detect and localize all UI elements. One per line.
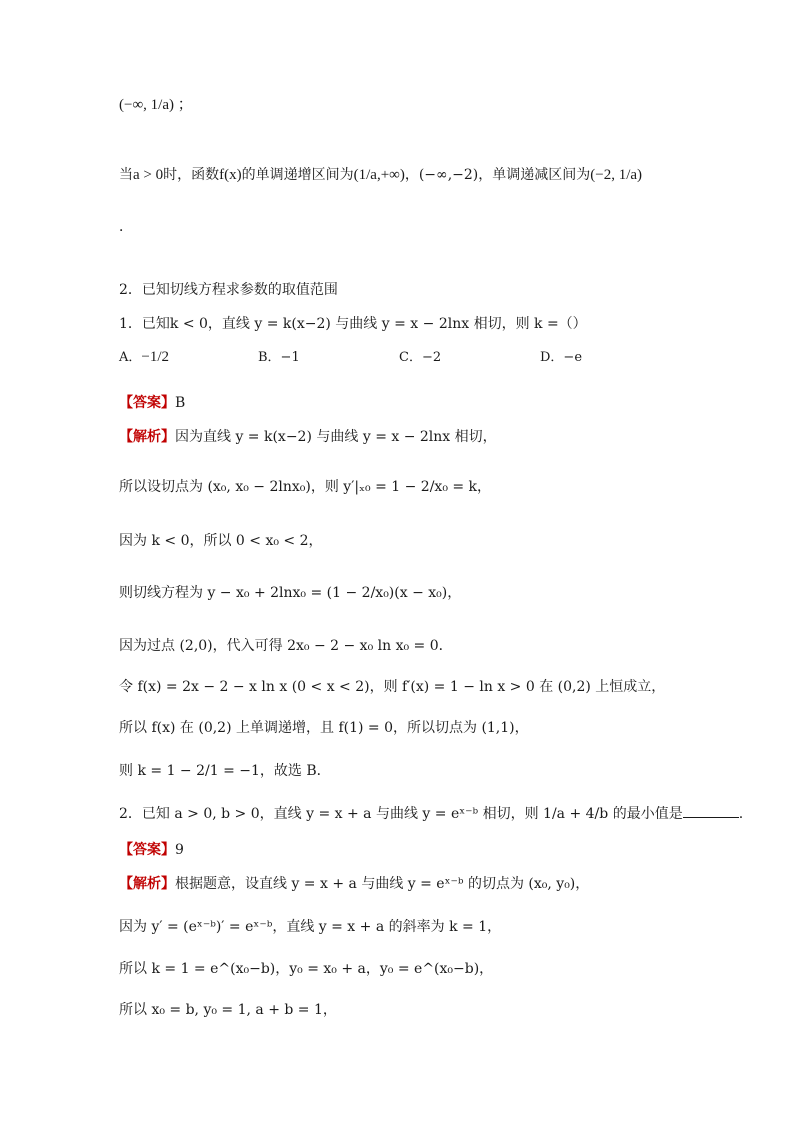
function-fx: f(x)	[219, 167, 242, 183]
section-heading: 2．已知切线方程求参数的取值范围	[119, 282, 338, 298]
answer-blank[interactable]	[683, 805, 739, 818]
answer-1	[119, 396, 734, 410]
step-1: 所以设切点为 (x₀, x₀ − 2lnx₀)，则 y′|ₓ₀ = 1 − 2/x₀ = k，	[119, 479, 492, 495]
step-7: 则 k = 1 − 2/1 = −1，故选 B．	[119, 763, 331, 779]
step-2-2: 所以 k = 1 = e^(x₀−b)，y₀ = x₀ + a，y₀ = e^(x₀−b)，	[119, 961, 494, 977]
analysis-text: 因为直线 y = k(x−2) 与曲线 y = x − 2lnx 相切，	[175, 429, 497, 445]
interval-neg2-to-1-over-a: (−2, 1/a)	[590, 167, 643, 183]
step-3: 则切线方程为 y − x₀ + 2lnx₀ = (1 − 2/x₀)(x − x₀)，	[119, 585, 462, 601]
analysis-tag: 【解析】	[119, 429, 175, 445]
option-d[interactable]: D．−e	[540, 350, 583, 365]
interval-1-over-a-to-inf: (1/a,+∞)	[353, 167, 405, 183]
text-increasing-interval: 的单调递增区间为	[241, 167, 354, 183]
step-2-1: 因为 y′ = (eˣ⁻ᵇ)′ = eˣ⁻ᵇ，直线 y = x + a 的斜率为 k = 1，	[119, 919, 502, 935]
question-2: 2．已知 a > 0, b > 0，直线 y = x + a 与曲线 y = eˣ⁻ᵇ 相切，则 1/a + 4/b 的最小值是 .	[119, 806, 744, 822]
step-5: 令 f(x) = 2x − 2 − x ln x (0 < x < 2)，则 f′(x) = 1 − ln x > 0 在 (0,2) 上恒成立，	[119, 679, 666, 695]
answer-tag-2: 【答案】	[119, 842, 175, 858]
text-function: 时，函数	[163, 167, 220, 183]
question-1-options	[119, 346, 719, 382]
answer-2	[119, 843, 734, 857]
analysis-2	[119, 877, 734, 891]
analysis-tag-2: 【解析】	[119, 876, 175, 892]
step-2: 因为 k < 0，所以 0 < x₀ < 2，	[119, 533, 323, 549]
option-a-value: −1/2	[141, 349, 170, 365]
text-decreasing-interval: ，(−∞,−2)，单调递减区间为	[404, 167, 591, 183]
analysis-text-2: 根据题意，设直线 y = x + a 与曲线 y = eˣ⁻ᵇ 的切点为 (x₀, y₀)，	[175, 876, 590, 892]
option-c[interactable]: C．−2	[399, 350, 442, 365]
step-2-3: 所以 x₀ = b, y₀ = 1, a + b = 1，	[119, 1002, 337, 1018]
condition-a-positive: a > 0	[133, 167, 164, 183]
option-b[interactable]: B．−1	[258, 350, 300, 365]
step-4: 因为过点 (2,0)，代入可得 2x₀ − 2 − x₀ ln x₀ = 0．	[119, 638, 453, 654]
option-a[interactable]	[119, 346, 169, 366]
text-when: 当	[119, 167, 133, 183]
answer-value-2: 9	[175, 842, 184, 858]
option-a-label: A．	[119, 350, 142, 365]
question-2-text: 2．已知 a > 0, b > 0，直线 y = x + a 与曲线 y = eˣ⁻ᵇ 相切，则 1/a + 4/b 的最小值是	[119, 806, 683, 822]
question-1: 1．已知k < 0，直线 y = k(x−2) 与曲线 y = x − 2lnx 相切，则 k =（）	[119, 316, 587, 332]
step-6: 所以 f(x) 在 (0,2) 上单调递增，且 f(1) = 0，所以切点为 (1,1)，	[119, 720, 529, 736]
analysis-1	[119, 430, 734, 444]
interval-line-1: (−∞, 1/a) ；	[119, 97, 193, 113]
monotonic-intervals-line	[119, 168, 734, 183]
period-line: ．	[119, 219, 133, 235]
answer-value: B	[175, 395, 186, 411]
answer-tag: 【答案】	[119, 395, 175, 411]
